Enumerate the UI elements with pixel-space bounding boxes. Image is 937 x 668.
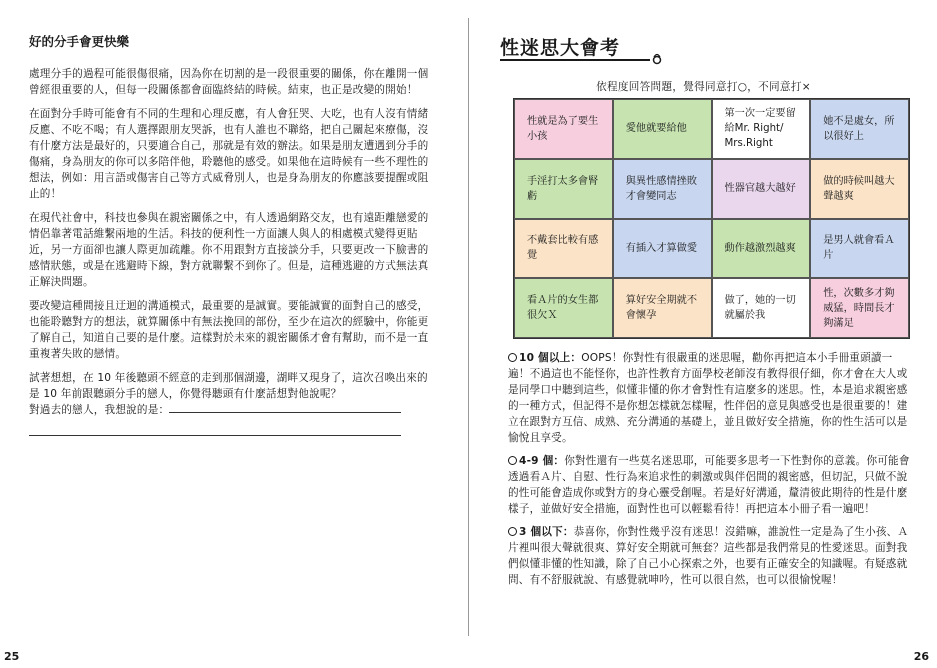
paragraph-1: 處理分手的過程可能很傷很痛，因為你在切割的是一段很重要的關係，你在離開一個曾經很重要的人，但每一段關係都會面臨終結的時候。結束，也正是改變的開始！ — [29, 68, 429, 96]
quiz-cell[interactable] — [613, 99, 712, 159]
left-page — [0, 0, 468, 668]
title-underline — [500, 59, 650, 61]
quiz-cell[interactable] — [810, 278, 909, 338]
circle-bullet-icon — [508, 353, 517, 362]
quiz-cell[interactable] — [712, 278, 811, 338]
paragraph-5 — [29, 370, 431, 418]
answer-line[interactable] — [169, 402, 401, 413]
quiz-cell-text: 不戴套比較有感覺 — [527, 235, 599, 262]
paragraph-5-text: 試著想想，在 10 年後聽頭不經意的走到那個湖邊，湖畔又現身了，這次召喚出來的是 10 年前跟聽頭分手的戀人，你覺得聽頭有什麼話想對他說呢？ — [29, 372, 428, 400]
result-tag: 10 個以上： — [519, 352, 582, 364]
quiz-cell-text: 動作越激烈越爽 — [724, 242, 796, 254]
quiz-cell[interactable] — [712, 159, 811, 219]
paragraph-4: 要改變這種間接且迂迴的溝通模式，最重要的是誠實。要能誠實的面對自己的感受，也能聆聽對方的想法，就算關係中有無法挽回的部份，至少在這次的經驗中，你能更了解自己，知道自己要的是什麼。這樣對於未來的親密關係才會有幫助，而不是一直重複著失敗的戀情。 — [29, 300, 429, 360]
result-text: 你對性還有一些莫名迷思耶，可能要多思考一下性對你的意義。你可能會透過看Ａ片、自慰、性行為來追求性的刺激或與伴侶間的親密感，但切記，只做不說的性可能會造成你或對方的身心靈受創喔。若是好好溝通，釐清彼此期待的性是什麼樣子，並做好安全措施，面對性也可以輕鬆看待！再把這本小冊子看一遍吧！ — [508, 455, 910, 515]
answer-line-2[interactable] — [29, 434, 401, 436]
page-divider — [468, 18, 469, 636]
quiz-cell[interactable] — [514, 219, 613, 279]
quiz-cell[interactable] — [613, 278, 712, 338]
quiz-cell-text: 做的時候叫越大聲越爽 — [823, 175, 895, 202]
results-section — [508, 350, 912, 595]
quiz-cell[interactable] — [613, 219, 712, 279]
result-tag: 4-9 個： — [519, 455, 565, 467]
page-number: 25 — [4, 650, 20, 663]
quiz-cell-text: 她不是處女，所以很好上 — [823, 115, 895, 142]
quiz-cell[interactable] — [514, 99, 613, 159]
quiz-cell-text: 看Ａ片的女生都很欠Ｘ — [527, 295, 599, 322]
quiz-cell[interactable] — [712, 219, 811, 279]
result-text: 恭喜你，你對性幾乎沒有迷思！沒錯嘛，誰說性一定是為了生小孩、Ａ片裡叫很大聲就很爽、算好安全期就可無套？這些都是我們常見的性愛迷思。面對我們似懂非懂的性知識，除了自己小心探索之外，也要有正確安全的知識喔。有疑惑就問、有不舒服就說、有感覺就呻吟，性可以很自然，也可以很愉悅喔！ — [508, 526, 909, 586]
result-3-below — [508, 524, 912, 588]
doodle-icon — [650, 51, 664, 65]
right-page — [470, 0, 937, 668]
result-tag: 3 個以下： — [519, 526, 574, 538]
circle-bullet-icon — [508, 456, 517, 465]
title-block — [500, 33, 620, 60]
quiz-cell-text: 愛他就要給他 — [625, 123, 687, 135]
quiz-cell-text: 算好安全期就不會懷孕 — [625, 295, 698, 322]
quiz-cell[interactable] — [810, 159, 909, 219]
quiz-cell-text: 第一次一定要留給Mr. Right/ Mrs.Right — [724, 108, 796, 150]
result-4-9 — [508, 453, 912, 517]
quiz-grid — [513, 98, 910, 339]
quiz-cell-text: 性，次數多才夠威猛，時間長才夠滿足 — [823, 287, 895, 329]
page-title: 性迷思大會考 — [500, 37, 621, 59]
quiz-cell-text: 做了，她的一切就屬於我 — [724, 295, 796, 322]
quiz-cell-text: 性器官越大越好 — [724, 183, 796, 195]
result-text: OOPS！你對性有很嚴重的迷思喔，勸你再把這本小手冊重頭讀一遍！不過這也不能怪你，也許性教育方面學校老師沒有教得很仔細，你才會在大人或是同學口中聽到這些，似懂非懂的你才會對性有這麼多的迷思。性，本是追求親密感的一種方式，但記得不是你想怎樣就怎樣喔，性伴侶的意見與感受也是很重要的！建立在跟對方互信、成熟、充分溝通的基礎上，並且做好安全措施，你的性生活可以是愉悅且享受。 — [508, 352, 908, 444]
result-10-plus — [508, 350, 912, 446]
section-heading: 好的分手會更快樂 — [29, 34, 130, 49]
quiz-cell[interactable] — [810, 219, 909, 279]
paragraph-3: 在現代社會中，科技也參與在親密關係之中，有人透過網路交友，也有遠距離戀愛的情侶靠著電話維繫兩地的生活。科技的便利性一方面讓人與人的相處模式變得更貼近，另一方面卻也讓人際更加疏離。你不用跟對方直接談分手，只要更改一下臉書的感情狀態，或是在逃避時下線，對方就聯繫不到你了。但是，這種逃避的方式無法真正解決問題。 — [29, 212, 429, 288]
paragraph-2: 在面對分手時可能會有不同的生理和心理反應，有人會狂哭、大吃，也有人沒有情緒反應、不吃不喝；有人選擇跟朋友哭訴，也有人誰也不聯絡，把自己關起來療傷，沒有什麼方法是最好的，只要適合自己，那就是有效的辦法。如果是朋友遭遇到分手的傷痛，身為朋友的你可以多陪伴他，聆聽他的感受。如果他在這時候有一些不理性的想法，例如：用言語或傷害自己等方式威脅別人，也是身為朋友的你應該要提醒或阻止的！ — [29, 108, 429, 200]
quiz-cell-text: 性就是為了要生小孩 — [527, 115, 599, 142]
quiz-cell-text: 手淫打太多會腎虧 — [527, 175, 599, 202]
body-text — [29, 66, 431, 436]
quiz-cell-text: 有插入才算做愛 — [625, 242, 698, 254]
prompt-label: 對過去的戀人，我想說的是： — [29, 404, 170, 416]
quiz-cell[interactable] — [514, 278, 613, 338]
quiz-cell[interactable] — [712, 99, 811, 159]
quiz-cell[interactable] — [613, 159, 712, 219]
page-number: 26 — [913, 650, 929, 663]
quiz-cell[interactable] — [514, 159, 613, 219]
quiz-cell[interactable] — [810, 99, 909, 159]
quiz-cell-text: 是男人就會看Ａ片 — [823, 235, 895, 262]
quiz-instruction: 依程度回答問題，覺得同意打○，不同意打× — [596, 81, 811, 93]
circle-bullet-icon — [508, 527, 517, 536]
quiz-cell-text: 與異性感情挫敗才會變同志 — [625, 175, 698, 202]
